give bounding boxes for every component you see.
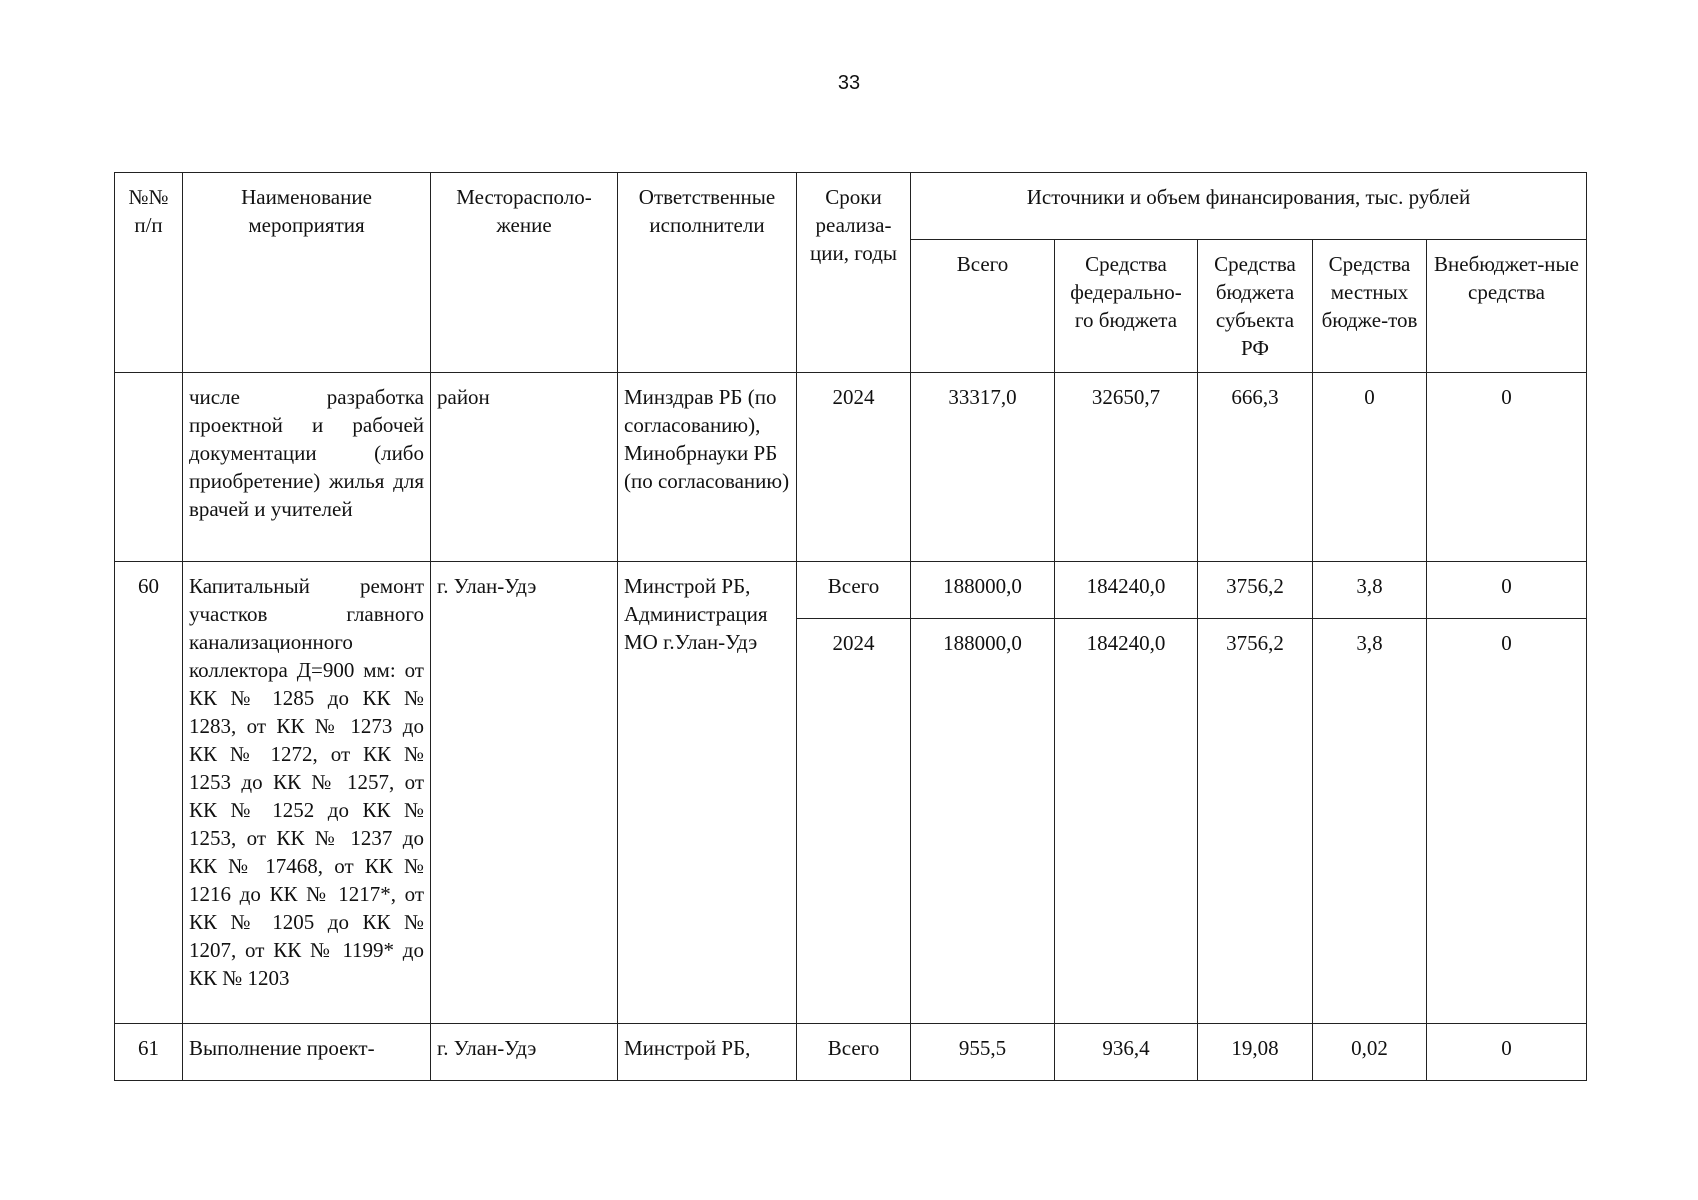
row-federal: 936,4 [1055,1024,1198,1081]
row-federal: 32650,7 [1055,373,1198,562]
header-subject: Средства бюджета субъекта РФ [1198,240,1313,373]
header-federal: Средства федерально-го бюджета [1055,240,1198,373]
row-period: Всего [797,562,911,619]
row-name: Капитальный ремонт участков главного канализационного коллектора Д=900 мм: от КК № 1285 до КК № 1283, от КК № 1273 до КК № 1272, от КК № 1253 до КК № 1257, от КК № 1252 до КК № 1253, от КК № 1237 до КК № 17468, от КК № 1216 до КК № 1217*, от КК № 1205 до КК № 1207, от КК № 1199* до КК № 1203 [183,562,431,1024]
row-period: Всего [797,1024,911,1081]
row-total: 188000,0 [911,619,1055,1024]
row-responsible: Минстрой РБ, [618,1024,797,1081]
row-total: 955,5 [911,1024,1055,1081]
header-funding: Источники и объем финансирования, тыс. рублей [911,173,1587,240]
header-responsible: Ответственные исполнители [618,173,797,373]
row-subject: 3756,2 [1198,562,1313,619]
row-name: числе разработка проектной и рабочей документации (либо приобретение) жилья для врачей и учителей [183,373,431,562]
row-period: 2024 [797,373,911,562]
row-subject: 3756,2 [1198,619,1313,1024]
row-num: 60 [115,562,183,1024]
header-total: Всего [911,240,1055,373]
row-extra: 0 [1427,619,1587,1024]
row-location: г. Улан-Удэ [431,562,618,1024]
header-location: Месторасполо-жение [431,173,618,373]
row-responsible: Минстрой РБ, Администрация МО г.Улан-Удэ [618,562,797,1024]
funding-table [114,172,1587,1081]
header-period: Сроки реализа-ции, годы [797,173,911,373]
row-local: 3,8 [1313,619,1427,1024]
header-name: Наименование мероприятия [183,173,431,373]
row-local: 0 [1313,373,1427,562]
row-num: 61 [115,1024,183,1081]
row-responsible: Минздрав РБ (по согласованию), Минобрнауки РБ (по согласованию) [618,373,797,562]
table-row [115,373,1587,562]
row-extra: 0 [1427,562,1587,619]
row-location: район [431,373,618,562]
row-total: 188000,0 [911,562,1055,619]
row-local: 0,02 [1313,1024,1427,1081]
table-row [115,562,1587,619]
row-name: Выполнение проект- [183,1024,431,1081]
header-num: №№ п/п [115,173,183,373]
table-row [115,1024,1587,1081]
row-total: 33317,0 [911,373,1055,562]
header-extra: Внебюджет-ные средства [1427,240,1587,373]
row-num [115,373,183,562]
page-number: 33 [837,72,861,94]
row-subject: 19,08 [1198,1024,1313,1081]
row-location: г. Улан-Удэ [431,1024,618,1081]
row-federal: 184240,0 [1055,562,1198,619]
row-period: 2024 [797,619,911,1024]
row-local: 3,8 [1313,562,1427,619]
row-federal: 184240,0 [1055,619,1198,1024]
row-extra: 0 [1427,1024,1587,1081]
header-local: Средства местных бюдже-тов [1313,240,1427,373]
row-extra: 0 [1427,373,1587,562]
row-subject: 666,3 [1198,373,1313,562]
header-row [115,173,1587,240]
